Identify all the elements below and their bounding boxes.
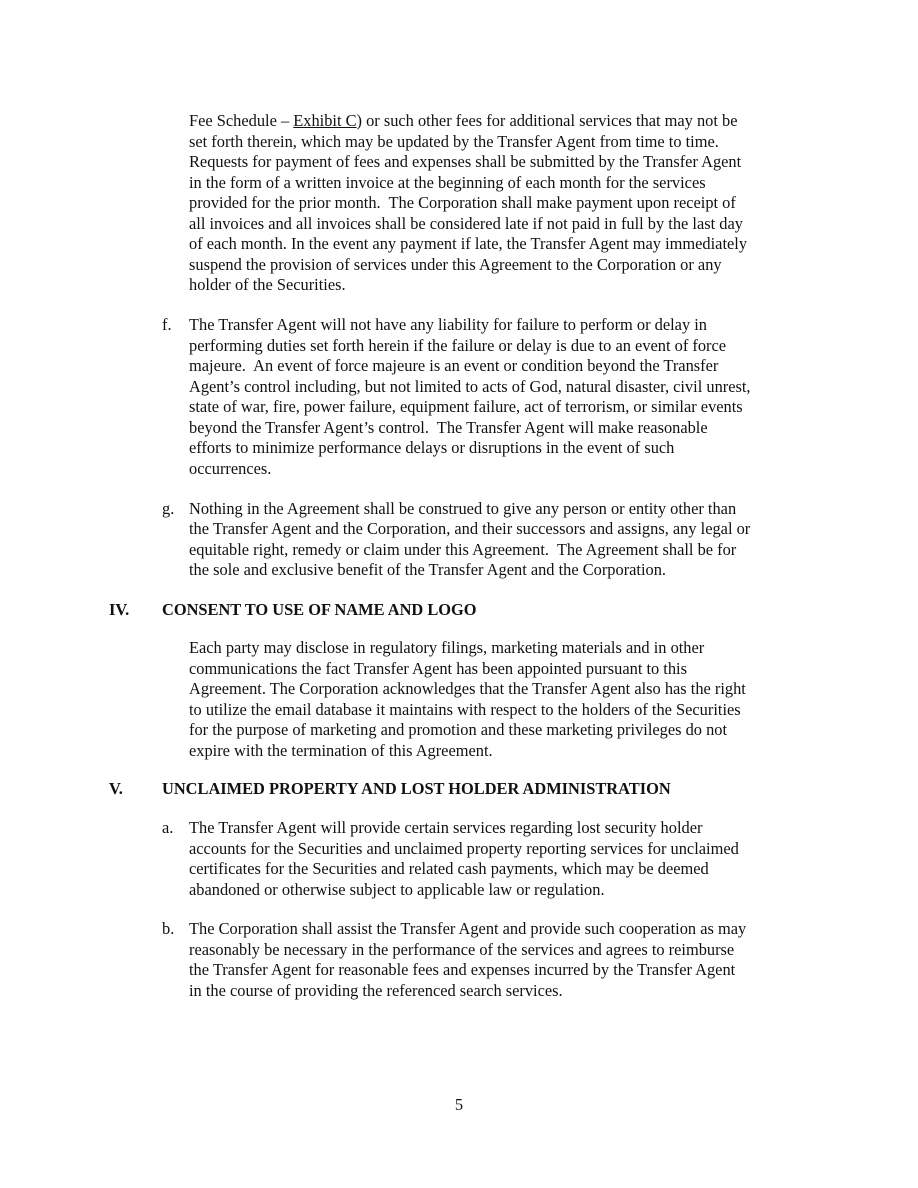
section-iv-line: expire with the termination of this Agreement. bbox=[189, 741, 493, 760]
item-a-marker: a. bbox=[162, 818, 174, 837]
item-f-line: majeure. An event of force majeure is an event or condition beyond the Transfer bbox=[189, 356, 719, 375]
item-f-line: The Transfer Agent will not have any liability for failure to perform or delay in bbox=[189, 315, 707, 334]
item-f-line: beyond the Transfer Agent’s control. The Transfer Agent will make reasonable bbox=[189, 418, 708, 437]
item-f-line: Agent’s control including, but not limited to acts of God, natural disaster, civil unrest, bbox=[189, 377, 751, 396]
item-g-marker: g. bbox=[162, 499, 175, 518]
intro-line-1 bbox=[189, 110, 738, 131]
intro-text-before-link: Fee Schedule – bbox=[189, 111, 294, 130]
section-v-number: V. bbox=[109, 779, 123, 798]
item-f-marker: f. bbox=[162, 315, 172, 334]
intro-line: of each month. In the event any payment if late, the Transfer Agent may immediately bbox=[189, 234, 748, 253]
intro-line: in the form of a written invoice at the beginning of each month for the services bbox=[189, 173, 706, 192]
intro-line: set forth therein, which may be updated by the Transfer Agent from time to time. bbox=[189, 132, 719, 151]
page-number: 5 bbox=[454, 1095, 464, 1114]
item-g-line: the Transfer Agent and the Corporation, and their successors and assigns, any legal or bbox=[189, 519, 751, 538]
section-iv-line: communications the fact Transfer Agent has been appointed pursuant to this bbox=[189, 659, 687, 678]
item-b-marker: b. bbox=[162, 919, 175, 938]
intro-line: all invoices and all invoices shall be considered late if not paid in full by the last day bbox=[189, 214, 743, 233]
intro-line: provided for the prior month. The Corporation shall make payment upon receipt of bbox=[189, 193, 736, 212]
exhibit-c-link[interactable]: Exhibit C bbox=[293, 111, 357, 130]
item-g-line: the sole and exclusive benefit of the Transfer Agent and the Corporation. bbox=[189, 560, 667, 579]
item-f-line: performing duties set forth herein if the failure or delay is due to an event of force bbox=[189, 336, 727, 355]
item-b-line: reasonably be necessary in the performance of the services and agrees to reimburse bbox=[189, 940, 735, 959]
item-f-line: occurrences. bbox=[189, 459, 272, 478]
section-iv-line: Agreement. The Corporation acknowledges that the Transfer Agent also has the right bbox=[189, 679, 746, 698]
intro-text-after-link: ) or such other fees for additional services that may not be bbox=[356, 111, 738, 130]
item-b-line: in the course of providing the referenced search services. bbox=[189, 981, 563, 1000]
item-a-line: abandoned or otherwise subject to applicable law or regulation. bbox=[189, 880, 605, 899]
section-iv-title: CONSENT TO USE OF NAME AND LOGO bbox=[162, 600, 477, 619]
section-iv-line: Each party may disclose in regulatory filings, marketing materials and in other bbox=[189, 638, 705, 657]
intro-line: Requests for payment of fees and expenses shall be submitted by the Transfer Agent bbox=[189, 152, 742, 171]
item-a-line: certificates for the Securities and related cash payments, which may be deemed bbox=[189, 859, 709, 878]
item-b-line: The Corporation shall assist the Transfer Agent and provide such cooperation as may bbox=[189, 919, 747, 938]
section-v-title: UNCLAIMED PROPERTY AND LOST HOLDER ADMINISTRATION bbox=[162, 779, 671, 798]
section-iv-number: IV. bbox=[109, 600, 130, 619]
item-a-line: The Transfer Agent will provide certain services regarding lost security holder bbox=[189, 818, 703, 837]
section-iv-line: to utilize the email database it maintains with respect to the holders of the Securities bbox=[189, 700, 741, 719]
item-b-line: the Transfer Agent for reasonable fees and expenses incurred by the Transfer Agent bbox=[189, 960, 736, 979]
item-f-line: state of war, fire, power failure, equipment failure, act of terrorism, or similar events bbox=[189, 397, 743, 416]
item-g-line: equitable right, remedy or claim under this Agreement. The Agreement shall be for bbox=[189, 540, 737, 559]
section-iv-line: for the purpose of marketing and promotion and these marketing privileges do not bbox=[189, 720, 728, 739]
intro-line: suspend the provision of services under this Agreement to the Corporation or any bbox=[189, 255, 722, 274]
intro-line: holder of the Securities. bbox=[189, 275, 346, 294]
item-f-line: efforts to minimize performance delays or disruptions in the event of such bbox=[189, 438, 675, 457]
item-g-line: Nothing in the Agreement shall be construed to give any person or entity other than bbox=[189, 499, 737, 518]
item-a-line: accounts for the Securities and unclaimed property reporting services for unclaimed bbox=[189, 839, 739, 858]
